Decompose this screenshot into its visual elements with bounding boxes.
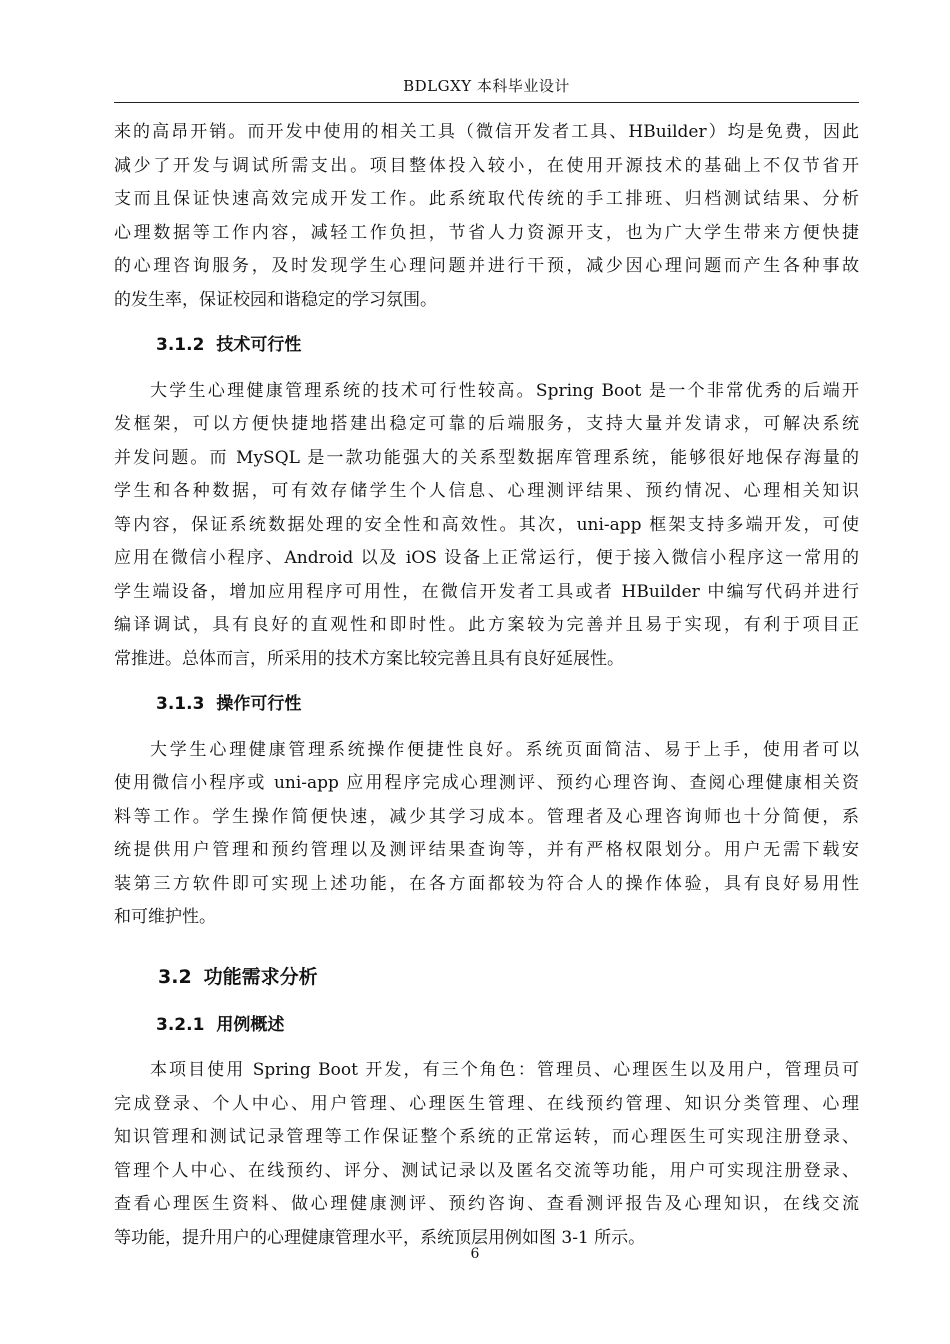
page-header [114,76,859,103]
text-line: 使用微信小程序或 uni-app 应用程序完成心理测评、预约心理咨询、查阅心理健康相关资 [114,773,859,793]
section-title: 操作可行性 [216,694,302,714]
paragraph-use-case-overview [114,1054,859,1255]
text-line: 和可维护性。 [114,907,216,927]
section-number: 3.1.3 [156,694,205,714]
text-line: 统提供用户管理和预约管理以及测评结果查询等，并有严格权限划分。用户无需下载安 [114,840,859,860]
paragraph-cost-feasibility [114,116,859,317]
section-heading-3-2 [114,959,859,995]
text-line: 本项目使用 Spring Boot 开发，有三个角色：管理员、心理医生以及用户，管理员可 [150,1060,859,1080]
text-line: 装第三方软件即可实现上述功能，在各方面都较为符合人的操作体验，具有良好易用性 [114,873,859,894]
section-title: 功能需求分析 [203,965,318,988]
section-number: 3.1.2 [156,335,205,355]
section-number: 3.2 [158,965,192,988]
text-line: 学生端设备，增加应用程序可用性，在微信开发者工具或者 HBuilder 中编写代码并进行 [114,581,859,602]
text-line: 应用在微信小程序、Android 以及 iOS 设备上正常运行，便于接入微信小程序这一常用的 [114,548,859,568]
text-line: 大学生心理健康管理系统的技术可行性较高。Spring Boot 是一个非常优秀的后端开 [150,380,859,401]
text-line: 心理数据等工作内容，减轻工作负担，节省人力资源开支，也为广大学生带来方便快捷 [114,222,859,243]
text-line: 完成登录、个人中心、用户管理、心理医生管理、在线预约管理、知识分类管理、心理 [114,1093,859,1114]
section-number: 3.2.1 [156,1014,205,1035]
section-heading-3-1-3 [114,688,859,722]
header-title: BDLGXY 本科毕业设计 [403,77,570,95]
text-line: 来的高昂开销。而开发中使用的相关工具（微信开发者工具、HBuilder）均是免费，因此 [114,122,859,142]
text-line: 减少了开发与调试所需支出。项目整体投入较小，在使用开源技术的基础上不仅节省开 [114,155,859,176]
text-line: 知识管理和测试记录管理等工作保证整个系统的正常运转，而心理医生可实现注册登录、 [114,1127,859,1147]
text-line: 管理个人中心、在线预约、评分、测试记录以及匿名交流等功能，用户可实现注册登录、 [114,1160,859,1181]
text-line: 的发生率，保证校园和谐稳定的学习氛围。 [114,289,437,310]
paragraph-operational-feasibility [114,734,859,935]
paragraph-technical-feasibility [114,375,859,677]
text-line: 学生和各种数据，可有效存储学生个人信息、心理测评结果、预约情况、心理相关知识 [114,481,859,501]
text-line: 编译调试，具有良好的直观性和即时性。此方案较为完善并且易于实现，有利于项目正 [114,615,859,635]
section-heading-3-1-2 [114,329,859,363]
page-body [114,116,859,1255]
text-line: 支而且保证快速高效完成开发工作。此系统取代传统的手工排班、归档测试结果、分析 [114,189,859,209]
section-title: 用例概述 [216,1014,285,1035]
text-line: 料等工作。学生操作简便快速，减少其学习成本。管理者及心理咨询师也十分简便，系 [114,806,859,827]
text-line: 常推进。总体而言，所采用的技术方案比较完善且具有良好延展性。 [114,648,624,669]
text-line: 等功能，提升用户的心理健康管理水平，系统顶层用例如图 3-1 所示。 [114,1227,646,1248]
text-line: 并发问题。而 MySQL 是一款功能强大的关系型数据库管理系统，能够很好地保存海量的 [114,447,859,468]
text-line: 的心理咨询服务，及时发现学生心理问题并进行干预，减少因心理问题而产生各种事故 [114,256,859,276]
page-number: 6 [470,1246,480,1262]
text-line: 等内容，保证系统数据处理的安全性和高效性。其次，uni-app 框架支持多端开发，可使 [114,514,859,535]
section-heading-3-2-1 [114,1009,859,1043]
text-line: 大学生心理健康管理系统操作便捷性良好。系统页面简洁、易于上手，使用者可以 [150,739,859,760]
text-line: 发框架，可以方便快捷地搭建出稳定可靠的后端服务，支持大量并发请求，可解决系统 [114,414,859,434]
page-footer [0,1246,950,1262]
text-line: 查看心理医生资料、做心理健康测评、预约咨询、查看测评报告及心理知识，在线交流 [114,1194,859,1214]
section-title: 技术可行性 [216,335,302,355]
